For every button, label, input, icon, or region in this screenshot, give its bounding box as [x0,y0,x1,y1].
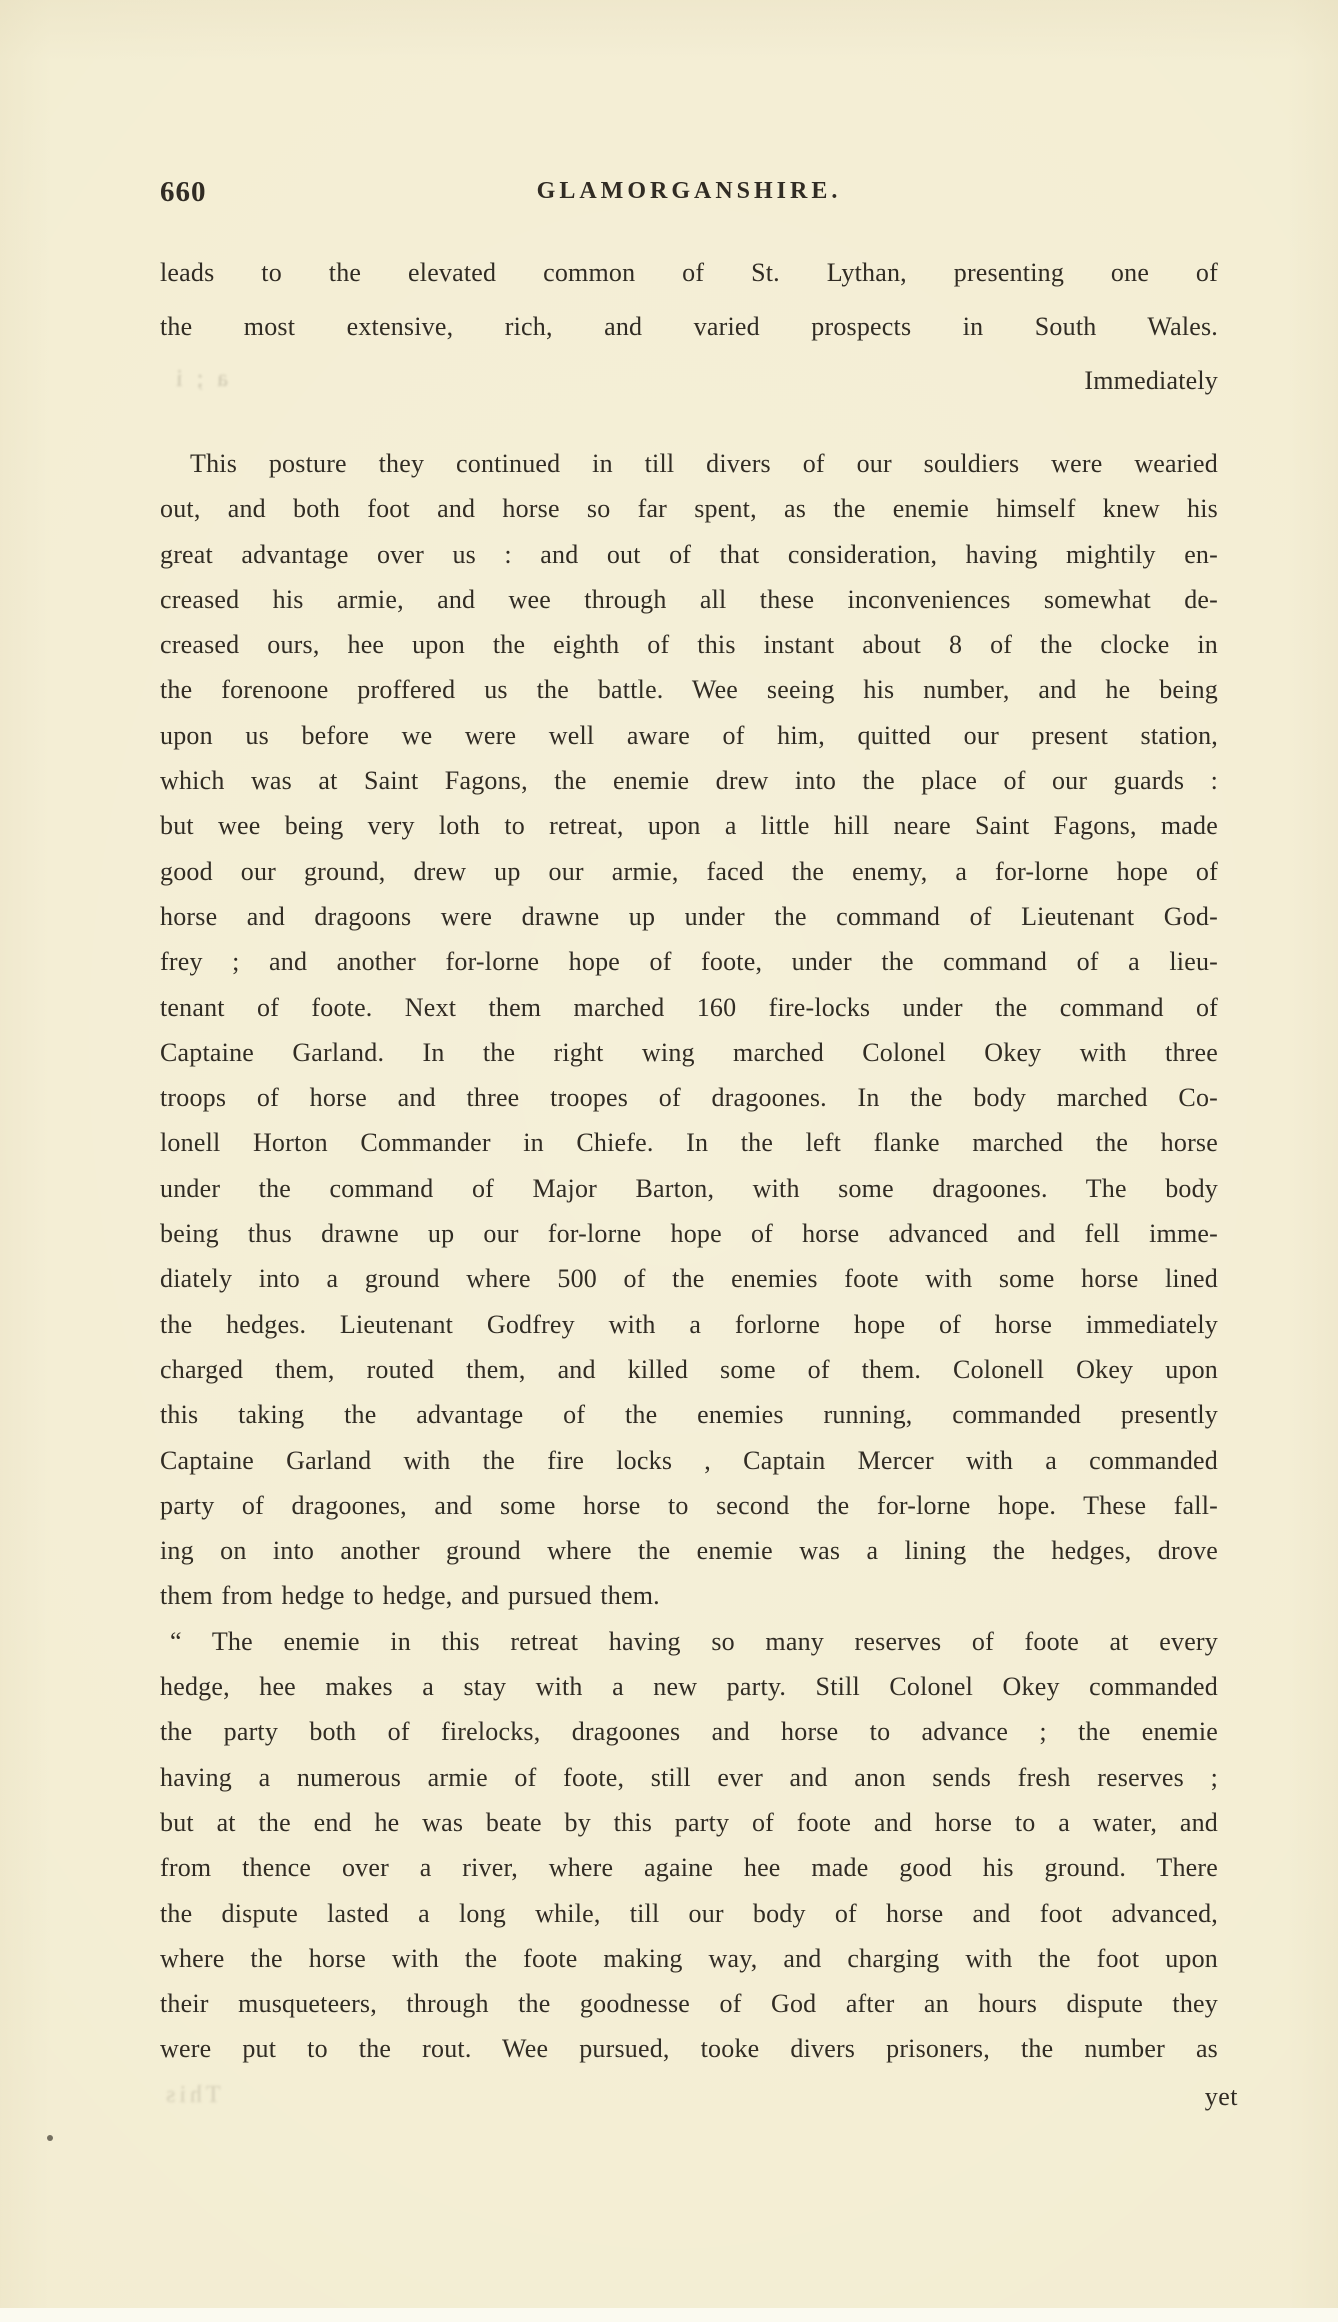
text-line: the dispute lasted a long while, till our body of horse and foot advanced, [160,1898,1218,1928]
text-line: out, and both foot and horse so far spent, as the enemie himself knew his [160,494,1218,524]
text-line: Immediately [1084,366,1218,395]
text-line: tenant of foote. Next them marched 160 fire-locks under the command of [160,992,1218,1022]
catchword: yet [1204,2082,1238,2111]
text-line: troops of horse and three troopes of dragoones. In the body marched Co- [160,1083,1218,1113]
text-line: the most extensive, rich, and varied prospects in South Wales. [160,312,1218,341]
text-line: but wee being very loth to retreat, upon a little hill neare Saint Fagons, made [160,811,1218,841]
text-line: from thence over a river, where againe hee made good his ground. There [160,1853,1218,1883]
text-line: where the horse with the foote making way, and charging with the foot upon [160,1943,1218,1973]
scan-edge-strip [0,2308,1338,2322]
text-line: the party both of firelocks, dragoones and horse to advance ; the enemie [160,1717,1218,1747]
text-line: creased ours, hee upon the eighth of this instant about 8 of the clocke in [160,630,1218,660]
paragraph-battle-account [160,441,1218,1619]
text-line: Captaine Garland with the fire locks , Captain Mercer with a commanded [160,1445,1218,1475]
text-line: leads to the elevated common of St. Lythan, presenting one of [160,258,1218,287]
text-line: good our ground, drew up our armie, faced the enemy, a for-lorne hope of [160,856,1218,886]
show-through-mark: This [162,2082,221,2108]
text-line: ing on into another ground where the enemie was a lining the hedges, drove [160,1536,1218,1566]
paragraph-enemy-retreat [160,1619,1218,2072]
text-line: their musqueteers, through the goodnesse of God after an hours dispute they [160,1989,1218,2019]
text-line: which was at Saint Fagons, the enemie drew into the place of our guards : [160,766,1218,796]
text-line: under the command of Major Barton, with some dragoones. The body [160,1173,1218,1203]
text-line: great advantage over us : and out of that consideration, having mightily en- [160,539,1218,569]
text-line: Captaine Garland. In the right wing marched Colonel Okey with three [160,1037,1218,1067]
ink-spot [47,2135,53,2141]
text-line: charged them, routed them, and killed some of them. Colonell Okey upon [160,1354,1218,1384]
text-line: them from hedge to hedge, and pursued them. [160,1581,660,1611]
text-line: the hedges. Lieutenant Godfrey with a forlorne hope of horse immediately [160,1309,1218,1339]
running-title: GLAMORGANSHIRE. [536,178,842,204]
paragraph-intro-continuation [160,246,1218,408]
text-line: lonell Horton Commander in Chiefe. In the left flanke marched the horse [160,1128,1218,1158]
text-line: were put to the rout. Wee pursued, tooke divers prisoners, the number as [160,2034,1218,2064]
text-line: horse and dragoons were drawne up under the command of Lieutenant God- [160,901,1218,931]
text-line: creased his armie, and wee through all these inconveniences somewhat de- [160,584,1218,614]
text-line: This posture they continued in till divers of our souldiers were wearied [190,449,1218,478]
text-line: the forenoone proffered us the battle. Wee seeing his number, and he being [160,675,1218,705]
show-through-mark: a ; i [172,366,228,392]
text-line: this taking the advantage of the enemies running, commanded presently [160,1400,1218,1430]
text-line: diately into a ground where 500 of the enemies foote with some horse lined [160,1264,1218,1294]
text-line: “ The enemie in this retreat having so many reserves of foote at every [170,1626,1218,1656]
page-body-text [160,441,1218,2072]
text-line: but at the end he was beate by this party of foote and horse to a water, and [160,1807,1218,1837]
text-line: frey ; and another for-lorne hope of foote, under the command of a lieu- [160,947,1218,977]
text-line: having a numerous armie of foote, still ever and anon sends fresh reserves ; [160,1762,1218,1792]
text-line: being thus drawne up our for-lorne hope of horse advanced and fell imme- [160,1219,1218,1249]
running-head [160,174,1218,214]
text-line: party of dragoones, and some horse to second the for-lorne hope. These fall- [160,1490,1218,1520]
page-number: 660 [160,176,207,208]
text-line: hedge, hee makes a stay with a new party. Still Colonel Okey commanded [160,1672,1218,1702]
text-line: upon us before we were well aware of him, quitted our present station, [160,720,1218,750]
